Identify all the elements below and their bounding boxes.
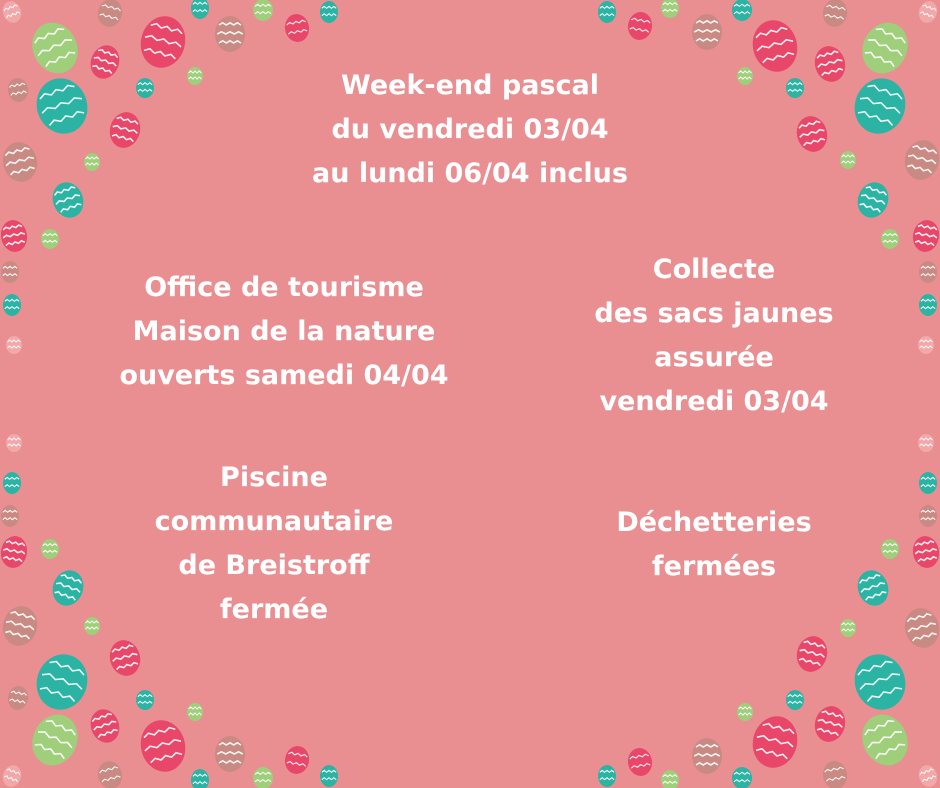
easter-egg-icon bbox=[106, 637, 144, 680]
easter-egg-icon bbox=[916, 763, 940, 788]
collecte-line-4: vendredi 03/04 bbox=[599, 386, 829, 417]
easter-egg-icon bbox=[0, 763, 24, 788]
easter-egg-icon bbox=[811, 703, 849, 746]
easter-egg-icon bbox=[6, 434, 22, 452]
easter-egg-icon bbox=[95, 758, 125, 788]
easter-egg-icon bbox=[919, 505, 937, 527]
easter-egg-icon bbox=[253, 0, 273, 21]
dechetteries-line-2: fermées bbox=[651, 551, 777, 582]
easter-egg-icon bbox=[747, 711, 803, 773]
easter-egg-icon bbox=[737, 67, 753, 85]
office-line-3: ouverts samedi 04/04 bbox=[119, 360, 449, 391]
easter-egg-icon bbox=[86, 41, 124, 83]
easter-egg-icon bbox=[29, 71, 95, 141]
easter-egg-icon bbox=[916, 0, 940, 25]
easter-egg-icon bbox=[187, 703, 203, 721]
easter-egg-icon bbox=[0, 602, 42, 649]
easter-egg-icon bbox=[737, 703, 753, 721]
easter-egg-icon bbox=[6, 336, 22, 354]
easter-egg-icon bbox=[732, 767, 752, 788]
easter-egg-icon bbox=[919, 472, 937, 494]
easter-egg-icon bbox=[191, 769, 209, 788]
easter-egg-icon bbox=[320, 1, 338, 23]
collecte-line-1: Collecte bbox=[652, 254, 776, 285]
easter-egg-icon bbox=[747, 15, 803, 77]
easter-egg-icon bbox=[136, 78, 154, 98]
easter-egg-icon bbox=[692, 738, 722, 774]
easter-egg-icon bbox=[821, 0, 849, 29]
easter-egg-icon bbox=[6, 684, 30, 711]
easter-egg-icon bbox=[1, 505, 19, 527]
easter-egg-icon bbox=[106, 109, 144, 152]
easter-egg-icon bbox=[283, 12, 311, 44]
easter-egg-icon bbox=[918, 336, 934, 354]
easter-egg-icon bbox=[910, 534, 940, 570]
easter-egg-icon bbox=[191, 0, 209, 19]
easter-egg-icon bbox=[135, 11, 191, 73]
easter-egg-icon bbox=[811, 43, 849, 86]
easter-egg-icon bbox=[919, 261, 937, 283]
easter-egg-icon bbox=[626, 746, 654, 778]
easter-egg-icon bbox=[900, 604, 940, 651]
easter-egg-icon bbox=[3, 472, 21, 494]
easter-egg-icon bbox=[283, 744, 311, 776]
easter-egg-icon bbox=[853, 178, 894, 222]
collecte-line-2: des sacs jaunes bbox=[594, 298, 834, 329]
dechetteries-line-1: Déchetteries bbox=[616, 507, 812, 538]
easter-egg-icon bbox=[900, 136, 940, 183]
dechetteries-block bbox=[514, 501, 914, 589]
easter-egg-icon bbox=[253, 767, 273, 788]
piscine-line-1: Piscine bbox=[220, 462, 328, 493]
easter-egg-icon bbox=[24, 707, 86, 773]
easter-egg-icon bbox=[41, 539, 59, 559]
easter-egg-icon bbox=[215, 736, 245, 772]
easter-egg-icon bbox=[821, 759, 849, 788]
easter-egg-icon bbox=[854, 707, 916, 773]
title-line-2: du vendredi 03/04 bbox=[331, 114, 609, 145]
easter-egg-icon bbox=[0, 0, 24, 25]
easter-egg-icon bbox=[95, 0, 125, 30]
easter-egg-icon bbox=[48, 178, 89, 222]
easter-egg-icon bbox=[840, 619, 856, 637]
easter-egg-icon bbox=[0, 534, 30, 570]
easter-egg-icon bbox=[793, 633, 831, 676]
easter-egg-icon bbox=[786, 78, 804, 98]
office-tourisme-block bbox=[84, 266, 484, 398]
easter-egg-icon bbox=[847, 71, 913, 141]
easter-egg-icon bbox=[0, 138, 42, 185]
easter-egg-icon bbox=[732, 0, 752, 21]
easter-egg-icon bbox=[84, 153, 100, 171]
piscine-line-3: de Breistroff bbox=[178, 550, 370, 581]
easter-egg-icon bbox=[881, 229, 899, 249]
piscine-line-2: communautaire bbox=[154, 506, 394, 537]
easter-egg-icon bbox=[793, 113, 831, 156]
easter-egg-icon bbox=[6, 76, 30, 103]
piscine-block bbox=[74, 456, 474, 632]
easter-egg-icon bbox=[840, 151, 856, 169]
easter-egg-icon bbox=[86, 705, 124, 747]
easter-egg-icon bbox=[919, 294, 937, 316]
easter-egg-icon bbox=[910, 218, 940, 254]
office-line-2: Maison de la nature bbox=[132, 316, 436, 347]
easter-egg-icon bbox=[135, 715, 191, 777]
easter-egg-icon bbox=[29, 647, 95, 717]
title-line-1: Week-end pascal bbox=[341, 70, 599, 101]
easter-egg-icon bbox=[24, 15, 86, 81]
collecte-block bbox=[514, 248, 914, 424]
easter-egg-icon bbox=[661, 770, 679, 788]
easter-egg-icon bbox=[692, 14, 722, 50]
easter-egg-icon bbox=[320, 765, 338, 787]
easter-egg-icon bbox=[215, 16, 245, 52]
easter-egg-icon bbox=[0, 218, 30, 254]
easter-egg-icon bbox=[41, 229, 59, 249]
easter-egg-icon bbox=[598, 1, 616, 23]
office-line-1: Office de tourisme bbox=[144, 272, 424, 303]
easter-egg-icon bbox=[786, 690, 804, 710]
easter-egg-icon bbox=[854, 15, 916, 81]
easter-egg-icon bbox=[918, 434, 934, 452]
easter-egg-icon bbox=[3, 294, 21, 316]
title-line-3: au lundi 06/04 inclus bbox=[312, 158, 628, 189]
heading-easter-weekend bbox=[270, 64, 670, 196]
easter-egg-icon bbox=[626, 10, 654, 42]
easter-egg-icon bbox=[598, 765, 616, 787]
easter-egg-icon bbox=[136, 690, 154, 710]
easter-egg-icon bbox=[661, 0, 679, 18]
piscine-line-4: fermée bbox=[219, 594, 329, 625]
easter-egg-icon bbox=[1, 261, 19, 283]
easter-egg-icon bbox=[187, 67, 203, 85]
easter-egg-icon bbox=[847, 647, 913, 717]
collecte-line-3: assurée bbox=[654, 342, 774, 373]
